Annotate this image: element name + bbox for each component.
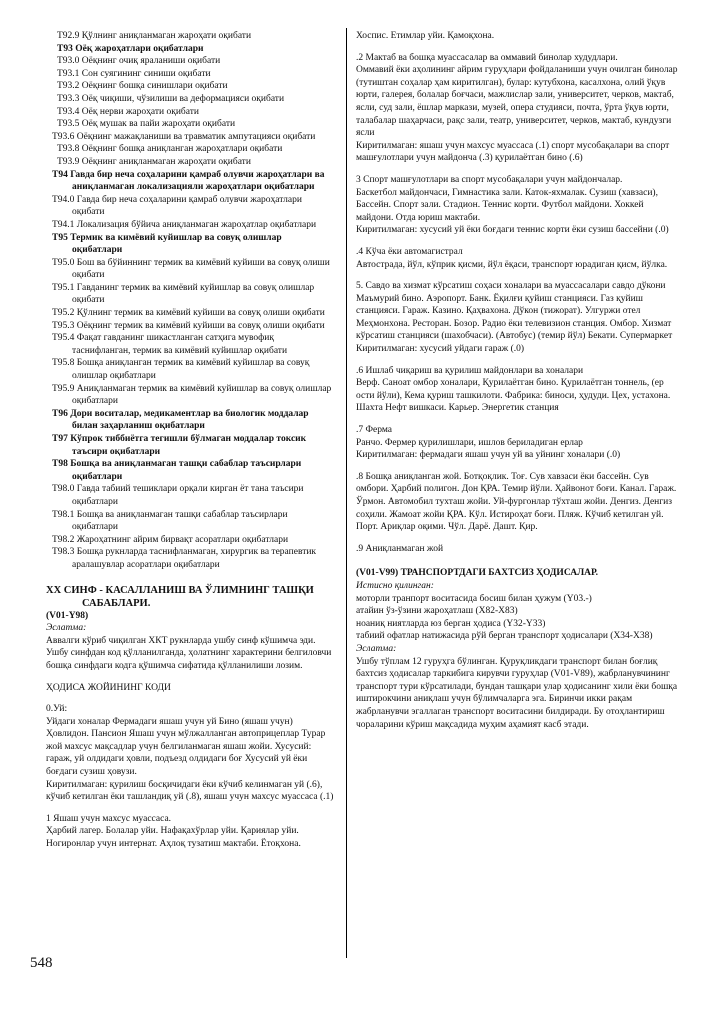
note-label: Истисно қилинган:: [356, 580, 434, 591]
spacer: [356, 555, 678, 567]
paragraph: .9 Аниқланмаган жой: [356, 543, 444, 554]
paragraph: Киритилмаган: хусусий уй ёки боғдаги теннис корти ёки сузиш бассейни (.0): [356, 225, 669, 236]
code-entry: Т95 Термик ва кимёвий куйишлар ва совуқ олишлар оқибатлари: [52, 232, 282, 256]
paragraph: .8 Бошқа аниқланган жой. Ботқоқлик. Тоғ. Сув хавзаси ёки бассейн. Сув омбори. Ҳарбий полигон. Дон ҚРА. Темир йўли. Ҳайвонот боғи. Канал. Гараж. Ўрмон. Автомобил тухташ жойи. Уй-фургонлар тўхташ жойи. Денгиз. Денгиз соҳили. Жамоат жойи ҚРА. Кўл. Истироҳат боғи. Пляж. Кўчиб кетилган уй. Порт. Ариқлар оқими. Чўл. Дарё. Дашт. Қир.: [356, 471, 677, 533]
code-entry: Т95.9 Аниқланмаган термик ва кимёвий куйишлар ва совуқ олишлар оқибатлари: [52, 383, 332, 407]
code-entry: Т93.2 Оёқнинг бошқа синишлари оқибати: [57, 81, 228, 92]
code-entry: Т92.9 Қўлнинг аниқланмаган жароҳати оқибати: [57, 31, 252, 41]
note-label: Эслатма:: [356, 643, 397, 654]
paragraph: .4 Кўча ёки автомагистрал: [356, 246, 463, 257]
code-entry: Т93.9 Оёқнинг аниқланмаган жароҳати оқибати: [57, 156, 251, 167]
spacer: [356, 356, 678, 365]
code-entry: Т96 Дори воситалар, медикаментлар ва биологик моддалар билан заҳарланиш оқибатлари: [52, 408, 309, 432]
code-entry: Т94 Гавда бир неча соҳаларини қамраб олувчи жароҳатлари ва аниқланмаган локализацияли жароҳатлари оқибатлари: [52, 169, 325, 193]
page-number: 548: [30, 955, 53, 971]
paragraph: Уйдаги хоналар Фермадаги яшаш учун уй Бино (яшаш учун) Ҳовлидон. Пансион Яшаш учун мўлжалланган автоприцеплар Турар жой махсус мақсадлар учун белгиланмаган яшаш жойи. Хусусий: гараж, уй олдидаги ҳовли, подъезд олдидаги боғ Хусусий уй ёки боғдаги сузиш ҳовузи.: [46, 716, 326, 778]
paragraph: Ҳарбий лагер. Болалар уйи. Нафақахўрлар уйи. Қариялар уйи. Ногиронлар учун интернат. Аҳлоқ тузатиш мактаби. Ётоқхона.: [46, 826, 301, 850]
paragraph: 0.Уй:: [46, 704, 68, 715]
code-entry: Т93.0 Оёқнинг очиқ яраланиши оқибати: [57, 56, 221, 67]
paragraph: Баскетбол майдончаси, Гимнастика зали. Каток-яхмалак. Сузиш (хавзаси), Бассейн. Спорт зали. Стадион. Теннис корти. Футбол майдони. Хоккей майдони. Отда юриш мактаби.: [356, 187, 658, 223]
left-column: [46, 30, 334, 851]
code-entry: Т93.6 Оёқнинг мажақланиши ва травматик ампутацияси оқибати: [52, 131, 316, 142]
section-title: (V01-Y98): [46, 610, 89, 621]
spacer: [46, 572, 334, 584]
paragraph: 3 Спорт машғулотлари ва спорт мусобақалари учун майдончалар.: [356, 174, 623, 185]
paragraph: Верф. Саноат омбор хоналари, Қурилаётган бино. Қурилаётган тоннель, (ер ости йўли), Кема қуриш ташкилоти. Фабрика: биноси, ҳудуди. Цех, устахона. Шахта Нефт вишкаси. Карьер. Энергетик станция: [356, 378, 671, 414]
code-entry: Т95.4 Фақат гавданинг шикастланган сатҳига мувофиқ таснифланган, термик ва кимёвий куйишлар оқибати: [52, 333, 288, 356]
paragraph: Киритилмаган: яшаш учун махсус муассаса (.1) спорт мусобақалари ва спорт машғулотлари учун майдонча (.3) қурилаётган бино (.6): [356, 140, 670, 164]
paragraph: Аввалги кўриб чиқилган ХКТ рукнларда ушбу синф кўшимча эди. Ушбу синфдан код қўлланилганда, ҳолатнинг характерини белгиловчи бошқа синфдаги кодга қўшимча сифатида қўлланилиши лозим.: [46, 635, 332, 671]
paragraph: 1 Яшаш учун махсус муассаса.: [46, 813, 172, 824]
paragraph: .2 Мактаб ва бошқа муассасалар ва оммавий бинолар худудлари.: [356, 52, 618, 63]
paragraph: моторли транпорт воситасида босиш билан ҳужум (Y03.-): [356, 593, 592, 604]
code-entry: Т93.8 Оёқнинг бошқа аниқланган жароҳатлари оқибати: [57, 144, 283, 155]
code-entry: Т95.3 Оёқнинг термик ва кимёвий куйиши ва совуқ олиши оқибати: [52, 320, 325, 331]
spacer: [356, 237, 678, 246]
paragraph: Маъмурий бино. Аэропорт. Банк. Ёқилғи қуйиш станцияси. Газ қуйиш станцияси. Гараж. Казино. Қаҳвахона. Дўкон (тижорат). Улгуржи отел Меҳмонхона. Ресторан. Бозор. Радио ёки телевизион станция. Омбор. Хизмат кўрсатиш станцияси (шахобчаси). (Автобус) (темир йўл) Бекати. Супермаркет: [356, 293, 673, 342]
code-entry: Т95.2 Қўлнинг термик ва кимёвий куйиши ва совуқ олиши оқибати: [52, 308, 325, 319]
spacer: [46, 694, 334, 703]
paragraph: табиий офатлар натижасида рўй берган транспорт ҳодисалари (X34-X38): [356, 631, 653, 642]
spacer: [46, 673, 334, 682]
paragraph: Оммавий ёки аҳолининг айрим гуруҳлари фойдаланиши учун очилган бинолар (тутиштан соҳалар ҳам киритилган), булар: кутубхона, касалхона, олий ўқув юрти, галерея, болалар боғчаси, мажлислар зали, университет, черков, мактаб, ясли, суд зали, ёшлар маркази, музей, опера студияси, почта, ўрта ўқув юрти, талабалар шаҳарчаси, рақс зали, театр, университет, черков, мактаб, кундузги ясли: [356, 65, 678, 139]
spacer: [46, 804, 334, 813]
section-title: (V01-V99) ТРАНСПОРТДАГИ БАХТСИЗ ҲОДИСАЛАР.: [356, 568, 598, 579]
code-entry: Т95.8 Бошқа аниқланган термик ва кимёвий куйишлар ва совуқ олишлар оқибатлари: [52, 358, 310, 382]
code-entry: Т98.2 Жароҳатнинг айрим бирвақт асоратлари оқибатлари: [52, 534, 289, 545]
paragraph: Автострада, йўл, кўприк қисми, йўл ёқаси, транспорт юрадиган қисм, йўлка.: [356, 259, 668, 270]
paragraph: Ушбу тўплам 12 гуруҳга бўлинган. Қуруқликдаги транспорт билан боғлиқ бахтсиз ҳодисалар таркибига кирувчи гуруҳлар (V01-V89), жабрланувчининг транспорт тури кўрсатилади, бундан ташқари улар ҳодисанинг хили ёки бошқа иштирокчини аниқлаш учун бўлимчаларга эга. Биринчи икки рақам жабрланувчи эгаллаган транспорт воситасини билдиради. Бу отоҳлантириш чораларини кўриш мақсадида муҳим аҳамият касб этади.: [356, 656, 678, 730]
paragraph: Ранчо. Фермер қурилишлари, ишлов бериладиган ерлар: [356, 437, 583, 448]
code-entry: Т93.1 Сон суягининг синиши оқибати: [57, 68, 211, 79]
note-label: Эслатма:: [46, 623, 87, 634]
paragraph: Киритилмаган: хусусий уйдаги гараж (.0): [356, 344, 525, 355]
spacer: [356, 462, 678, 471]
right-column: [356, 30, 678, 731]
paragraph: .6 Ишлаб чиқариш ва қурилиш майдонлари ва хоналари: [356, 365, 584, 376]
spacer: [356, 271, 678, 280]
paragraph: 5. Савдо ва хизмат кўрсатиш соҳаси хоналари ва муассасалари савдо дўкони: [356, 281, 666, 292]
section-heading: САБАБЛАРИ.: [82, 597, 151, 609]
code-entry: Т93 Оёқ жароҳатлари оқибатлари: [57, 43, 204, 54]
code-entry: Т98.1 Бошқа ва аниқланмаган ташқи сабаблар таъсирлари оқибатлари: [52, 509, 288, 533]
paragraph: Киритилмаган: қурилиш босқичидаги ёки кўчиб келинмаган уй (.6), кўчиб кетилган ёки ташландиқ уй (.8), яшаш учун махсус муассаса (.1): [46, 779, 334, 803]
code-entry: Т98.0 Гавда табиий тешиклари орқали кирган ёт тана таъсири оқибатлари: [52, 484, 304, 507]
paragraph: атайин ўз-ўзини жароҳатлаш (X82-X83): [356, 606, 518, 617]
spacer: [356, 415, 678, 424]
code-entry: Т95.1 Гавданинг термик ва кимёвий куйишлар ва совуқ олишлар оқибати: [52, 282, 315, 306]
section-heading: ХХ СИНФ - КАСАЛЛАНИШ ВА ЎЛИМНИНГ ТАШҚИ: [46, 584, 314, 596]
code-entry: Т93.3 Оёқ чиқиши, чўзилиши ва деформацияси оқибати: [57, 93, 285, 104]
paragraph: Хоспис. Етимлар уйи. Қамоқхона.: [356, 31, 495, 41]
spacer: [356, 534, 678, 543]
code-entry: Т97 Кўпрок тиббиётга тегишли бўлмаган моддалар токсик таъсири оқибатлари: [52, 434, 307, 457]
code-entry: Т93.4 Оёқ нерви жароҳати оқибати: [57, 106, 199, 117]
code-entry: Т98.3 Бошқа рукнларда таснифланмаган, хирургик ва терапевтик аралашувлар асоратлари оқибатлари: [52, 547, 317, 570]
paragraph: .7 Ферма: [356, 425, 392, 436]
paragraph: ҲОДИСА ЖОЙИНИНГ КОДИ: [46, 682, 171, 693]
spacer: [356, 165, 678, 174]
paragraph: Киритилмаган: фермадаги яшаш учун уй ва уйнинг хоналари (.0): [356, 450, 621, 461]
code-entry: Т95.0 Бош ва бўйиннинг термик ва кимёвий куйиши ва совуқ олиши оқибати: [52, 257, 330, 281]
code-entry: Т94.1 Локализация бўйича аниқланмаган жароҳатлар оқибатлари: [52, 219, 317, 230]
code-entry: Т93.5 Оёқ мушак ва пайи жароҳати оқибати: [57, 119, 236, 130]
column-divider: [346, 28, 347, 958]
code-entry: Т94.0 Гавда бир неча соҳаларини қамраб олувчи жароҳатлари оқибати: [52, 194, 302, 218]
code-entry: Т98 Бошқа ва аниқланмаган ташқи сабаблар таъсирлари оқибатлари: [52, 459, 302, 482]
spacer: [356, 43, 678, 52]
paragraph: ноаниқ ниятларда юз берган ҳодиса (Y32-Y33): [356, 618, 546, 629]
